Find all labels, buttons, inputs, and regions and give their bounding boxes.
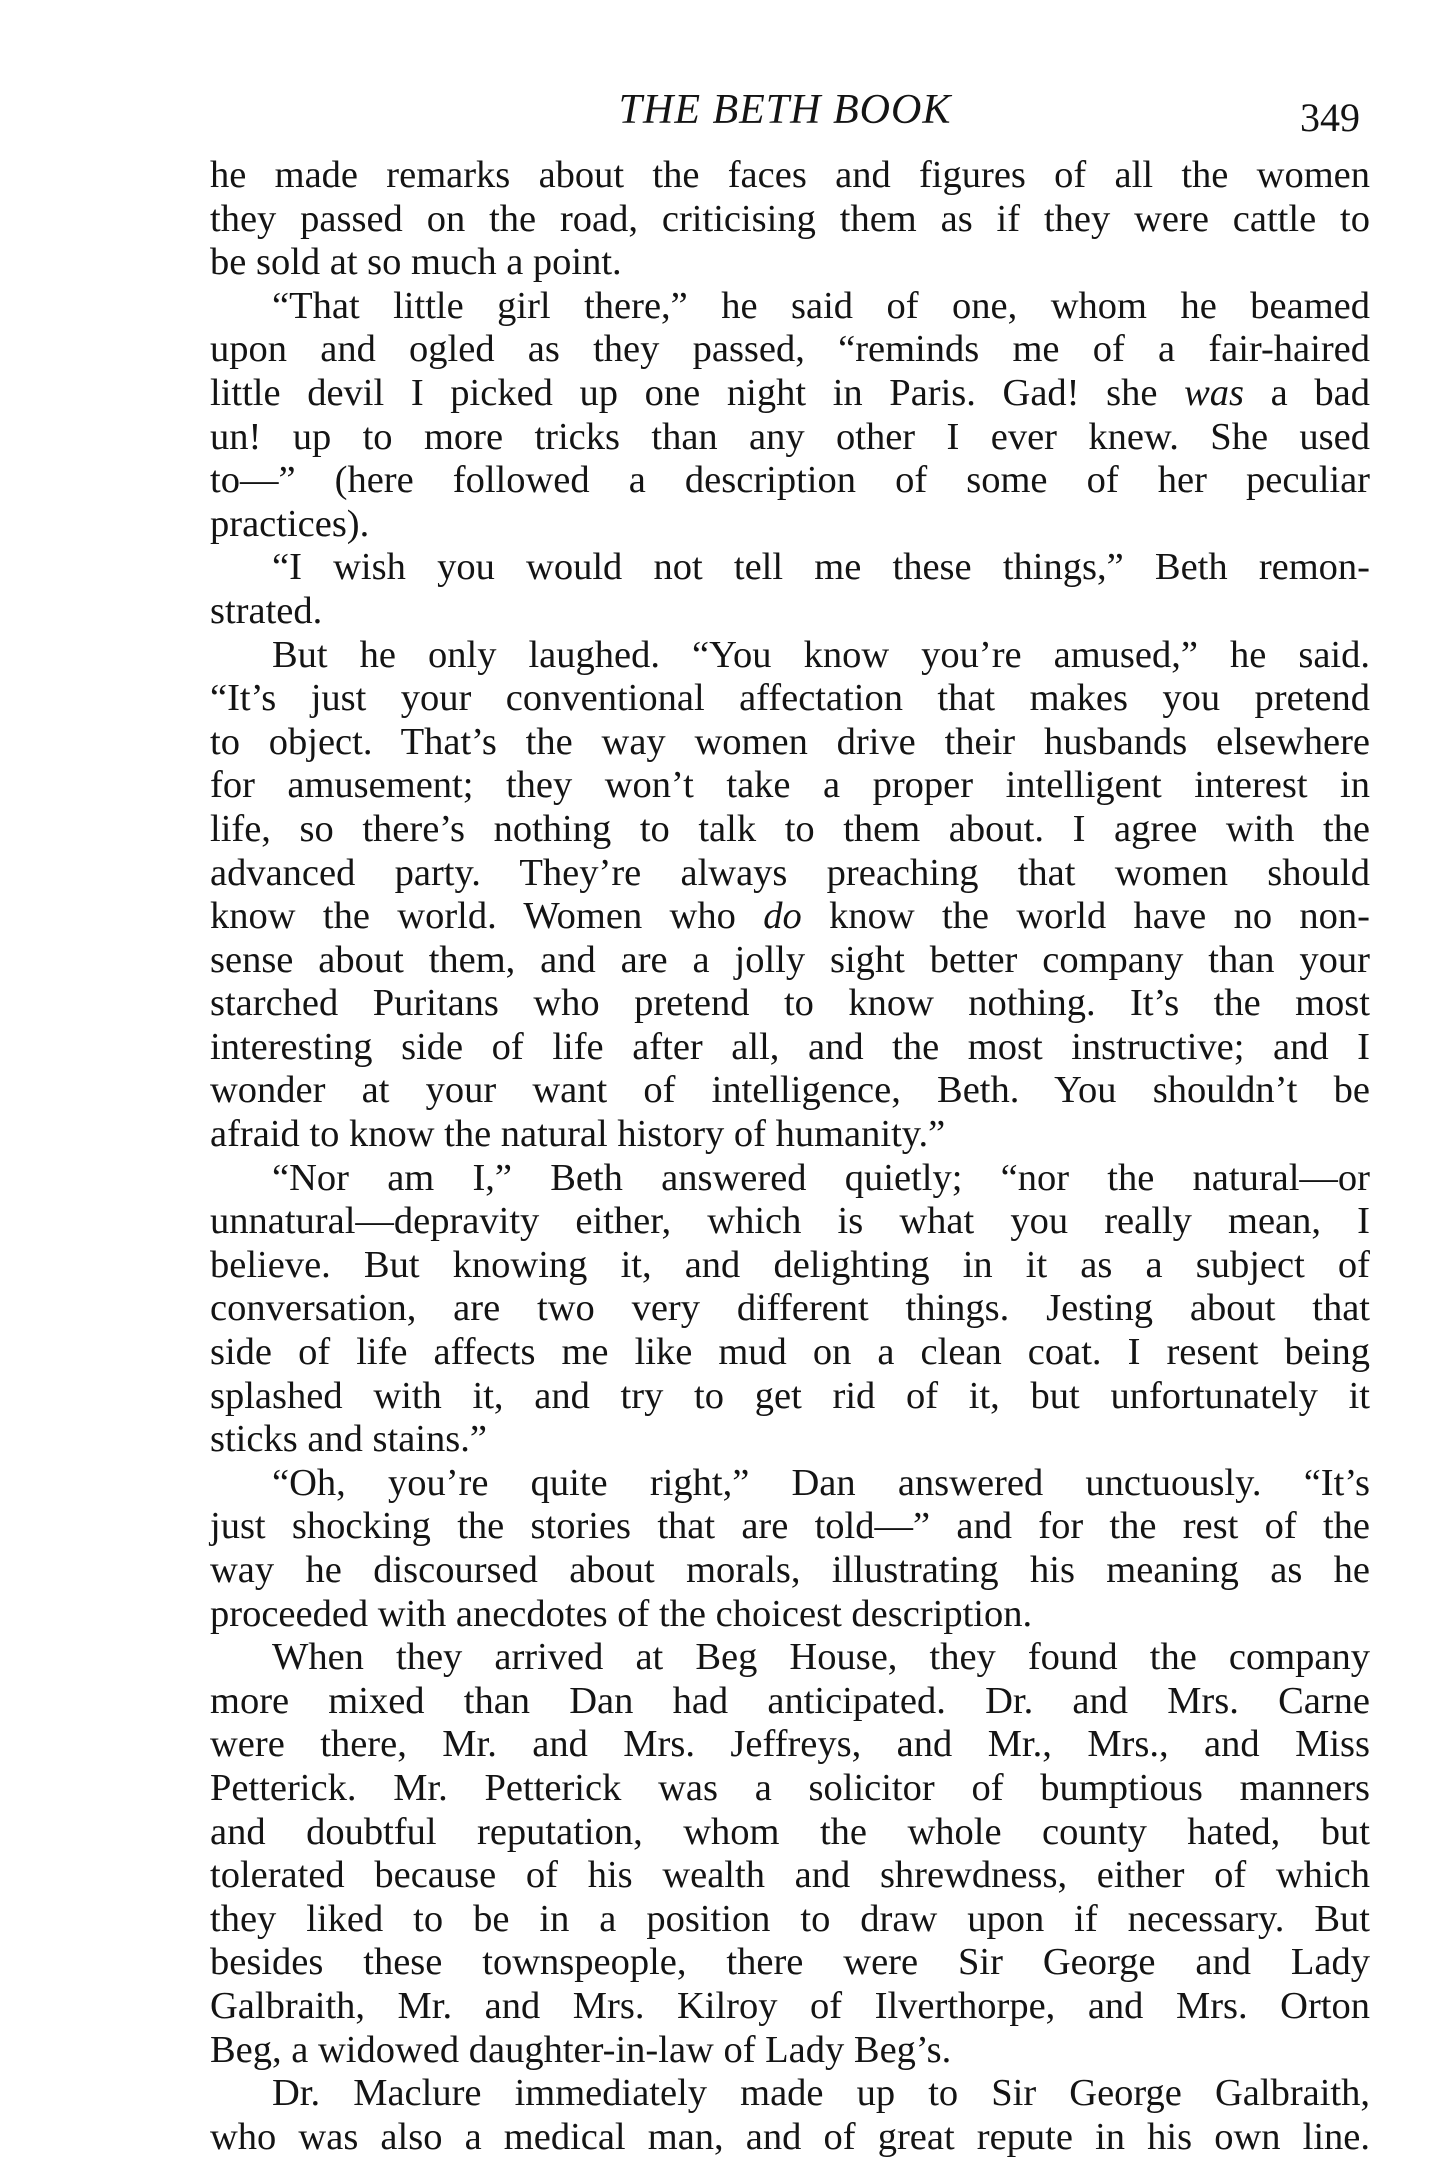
text-line: sticks and stains.”: [210, 1418, 487, 1461]
line-segment: a bad: [1244, 371, 1370, 414]
text-line: strated.: [210, 589, 323, 632]
text-line: way he discoursed about morals, illustrating his meaning as he: [210, 1549, 1370, 1591]
text-line: interesting side of life after all, and the most instructive; and I: [210, 1025, 1370, 1068]
text-line: and doubtful reputation, whom the whole county hated, but: [210, 1810, 1370, 1853]
text-line: upon and ogled as they passed, “reminds me of a fair-haired: [210, 328, 1370, 371]
emphasis: do: [763, 895, 802, 938]
text-line: un! up to more tricks than any other I ever knew. She used: [210, 415, 1370, 458]
line-segment: know the world. Women who: [210, 895, 736, 938]
running-head: [210, 80, 1360, 140]
text-line: Galbraith, Mr. and Mrs. Kilroy of Ilverthorpe, and Mrs. Orton: [210, 1984, 1370, 2027]
text-line: “It’s just your conventional affectation that makes you pretend: [210, 677, 1370, 720]
text-line: practices).: [210, 502, 370, 545]
text-line: “That little girl there,” he said of one, whom he beamed: [272, 284, 1370, 327]
text-line: be sold at so much a point.: [210, 241, 622, 284]
text-line: were there, Mr. and Mrs. Jeffreys, and Mr., Mrs., and Miss: [210, 1723, 1370, 1766]
text-line: they liked to be in a position to draw upon if necessary. But: [210, 1897, 1370, 1940]
text-line: starched Puritans who pretend to know nothing. It’s the most: [210, 982, 1370, 1025]
emphasis: was: [1184, 371, 1245, 414]
text-line: life, so there’s nothing to talk to them about. I agree with the: [210, 807, 1370, 850]
text-line: believe. But knowing it, and delighting in it as a subject of: [210, 1243, 1370, 1286]
text-line: sense about them, and are a jolly sight better company than your: [210, 938, 1370, 981]
text-line: unnatural—depravity either, which is what you really mean, I: [210, 1200, 1370, 1243]
text-line: When they arrived at Beg House, they found the company: [272, 1636, 1370, 1679]
text-line: splashed with it, and try to get rid of it, but unfortunately it: [210, 1374, 1370, 1417]
text-line: who was also a medical man, and of great repute in his own line.: [210, 2115, 1370, 2158]
text-line: “Nor am I,” Beth answered quietly; “nor the natural—or: [272, 1156, 1370, 1199]
text-line: But he only laughed. “You know you’re amused,” he said.: [272, 633, 1370, 676]
text-line: [210, 372, 1370, 416]
text-line: tolerated because of his wealth and shrewdness, either of which: [210, 1854, 1370, 1897]
text-line: advanced party. They’re always preaching that women should: [210, 851, 1370, 894]
text-line: just shocking the stories that are told—” and for the rest of the: [210, 1505, 1370, 1548]
text-line: Dr. Maclure immediately made up to Sir George Galbraith,: [272, 2072, 1370, 2115]
body-text: [210, 154, 1370, 2159]
text-line: to—” (here followed a description of some of her peculiar: [210, 459, 1370, 502]
text-line: they passed on the road, criticising them as if they were cattle to: [210, 197, 1370, 240]
text-line: Beg, a widowed daughter-in-law of Lady Beg’s.: [210, 2028, 952, 2071]
text-line: Petterick. Mr. Petterick was a solicitor of bumptious manners: [210, 1766, 1370, 1809]
text-line: he made remarks about the faces and figures of all the women: [210, 154, 1370, 196]
line-segment: little devil I picked up one night in Paris. Gad! she: [210, 371, 1158, 414]
running-title: THE BETH BOOK: [618, 87, 952, 133]
text-line: proceeded with anecdotes of the choicest description.: [210, 1592, 1033, 1635]
text-line: wonder at your want of intelligence, Beth. You shouldn’t be: [210, 1069, 1370, 1112]
page-number: 349: [1300, 95, 1360, 140]
text-line: besides these townspeople, there were Sir George and Lady: [210, 1941, 1370, 1984]
text-line: [210, 895, 1370, 939]
text-line: to object. That’s the way women drive their husbands elsewhere: [210, 720, 1370, 763]
text-line: “I wish you would not tell me these things,” Beth remon-: [272, 546, 1370, 589]
text-line: afraid to know the natural history of humanity.”: [210, 1113, 946, 1156]
text-line: “Oh, you’re quite right,” Dan answered unctuously. “It’s: [272, 1461, 1370, 1504]
text-line: conversation, are two very different things. Jesting about that: [210, 1287, 1370, 1330]
text-line: side of life affects me like mud on a clean coat. I resent being: [210, 1331, 1370, 1374]
text-line: more mixed than Dan had anticipated. Dr. and Mrs. Carne: [210, 1679, 1370, 1722]
text-line: for amusement; they won’t take a proper intelligent interest in: [210, 764, 1370, 807]
line-segment: know the world have no non-: [801, 895, 1371, 938]
